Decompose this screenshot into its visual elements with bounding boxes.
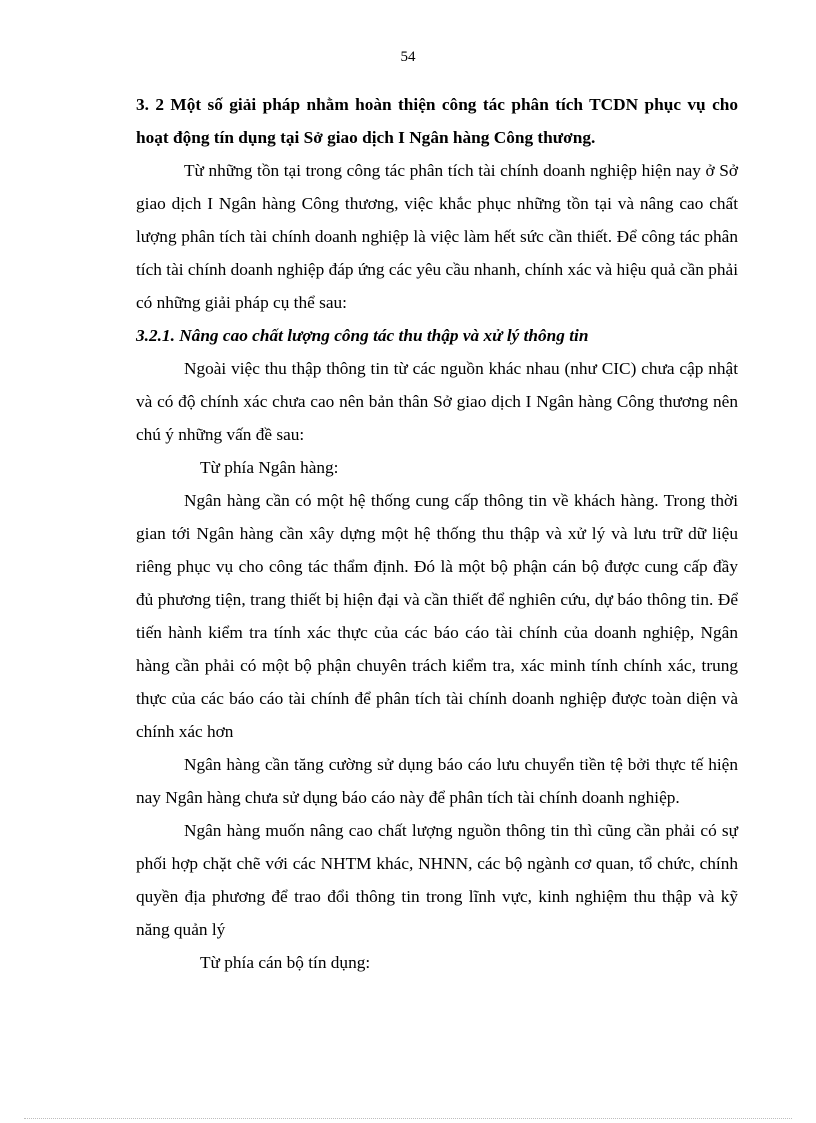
page-bottom-divider — [24, 1118, 792, 1119]
subsection-heading: 3.2.1. Nâng cao chất lượng công tác thu thập và xử lý thông tin — [136, 326, 589, 345]
page-number: 54 — [400, 49, 416, 65]
credit-officer-label: Từ phía cán bộ tín dụng: — [200, 953, 371, 972]
document-body — [136, 88, 738, 979]
paragraph-coordination: Ngân hàng muốn nâng cao chất lượng nguồn thông tin thì cũng cần phải có sự phối hợp chặt chẽ với các NHTM khác, NHNN, các bộ ngành cơ quan, tổ chức, chính quyền địa phương để trao đổi thông tin trong lĩnh vực, kinh nghiệm thu thập và kỹ năng quản lý — [136, 821, 738, 939]
section-intro-paragraph: Từ những tồn tại trong công tác phân tích tài chính doanh nghiệp hiện nay ở Sở giao dịch I Ngân hàng Công thương, việc khắc phục những tồn tại và nâng cao chất lượng phân tích tài chính doanh nghiệp là việc làm hết sức cần thiết. Để công tác phân tích tài chính doanh nghiệp đáp ứng các yêu cầu nhanh, chính xác và hiệu quả cần phải có những giải pháp cụ thể sau: — [136, 161, 738, 312]
paragraph-info-sources: Ngoài việc thu thập thông tin từ các nguồn khác nhau (như CIC) chưa cập nhật và có độ chính xác chưa cao nên bản thân Sở giao dịch I Ngân hàng Công thương nên chú ý những vấn đề sau: — [136, 359, 738, 444]
paragraph-bank-system: Ngân hàng cần có một hệ thống cung cấp thông tin về khách hàng. Trong thời gian tới Ngân hàng cần xây dựng một hệ thống thu thập và xử lý và lưu trữ dữ liệu riêng phục vụ cho công tác thẩm định. Đó là một bộ phận cán bộ được cung cấp đầy đủ phương tiện, trang thiết bị hiện đại và cần thiết để nghiên cứu, dự báo thông tin. Để tiến hành kiểm tra tính xác thực của các báo cáo tài chính của doanh nghiệp, Ngân hàng cần phải có một bộ phận chuyên trách kiểm tra, xác minh tính chính xác, trung thực của các báo cáo tài chính để phân tích tài chính doanh nghiệp được toàn diện và chính xác hơn — [136, 491, 738, 741]
section-heading: 3. 2 Một số giải pháp nhằm hoàn thiện công tác phân tích TCDN phục vụ cho hoạt động tín dụng tại Sở giao dịch I Ngân hàng Công thương. — [136, 95, 738, 147]
bank-side-label: Từ phía Ngân hàng: — [200, 458, 339, 477]
paragraph-cash-flow: Ngân hàng cần tăng cường sử dụng báo cáo lưu chuyển tiền tệ bởi thực tế hiện nay Ngân hàng chưa sử dụng báo cáo này để phân tích tài chính doanh nghiệp. — [136, 755, 738, 807]
